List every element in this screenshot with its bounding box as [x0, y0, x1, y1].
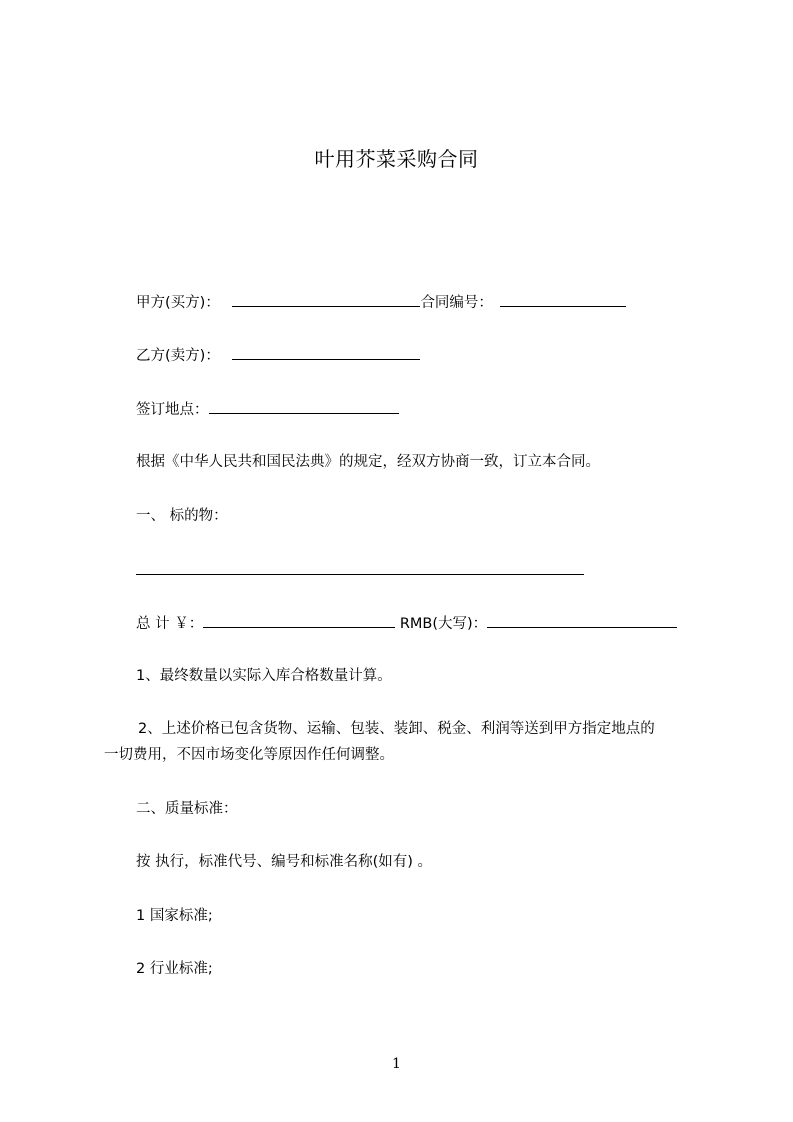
rmb-label: RMB(大写)：	[399, 616, 488, 632]
contract-no-blank[interactable]	[500, 292, 626, 307]
total-row	[136, 613, 677, 634]
item2-line2: 一切费用，不因市场变化等原因作任何调整。	[104, 747, 394, 763]
sign-place-label: 签订地点：	[136, 402, 209, 418]
rmb-amount-blank[interactable]	[487, 613, 677, 628]
total-label: 总 计 ￥：	[136, 616, 204, 632]
party-a-label: 甲方(买方)：	[136, 295, 220, 311]
standard-1: 1 国家标准;	[136, 908, 213, 924]
subject-matter-row	[136, 560, 584, 581]
quality-intro: 按 执行，标准代号、编号和标准名称(如有) 。	[136, 854, 433, 870]
section2-title: 二、质量标准：	[136, 801, 238, 817]
party-a-blank[interactable]	[232, 292, 420, 307]
party-b-row	[136, 345, 420, 366]
page-number: 1	[392, 1056, 401, 1072]
item1: 1、最终数量以实际入库合格数量计算。	[136, 668, 392, 684]
sign-place-blank[interactable]	[209, 399, 399, 414]
sign-place-row	[136, 399, 399, 420]
total-amount-blank[interactable]	[203, 613, 395, 628]
party-b-label: 乙方(卖方)：	[136, 348, 220, 364]
standard-2: 2 行业标准;	[136, 961, 213, 977]
party-a-row	[136, 292, 626, 313]
contract-no-label: 合同编号：	[420, 295, 493, 311]
party-b-blank[interactable]	[232, 345, 420, 360]
subject-matter-blank[interactable]	[136, 560, 584, 575]
document-title: 叶用芥菜采购合同	[314, 147, 479, 171]
intro-paragraph: 根据《中华人民共和国民法典》的规定，经双方协商一致，订立本合同。	[136, 454, 600, 470]
section1-title: 一、 标的物：	[136, 508, 228, 524]
item2-line1: 2、上述价格已包含货物、运输、包装、装卸、税金、利润等送到甲方指定地点的	[138, 721, 655, 737]
